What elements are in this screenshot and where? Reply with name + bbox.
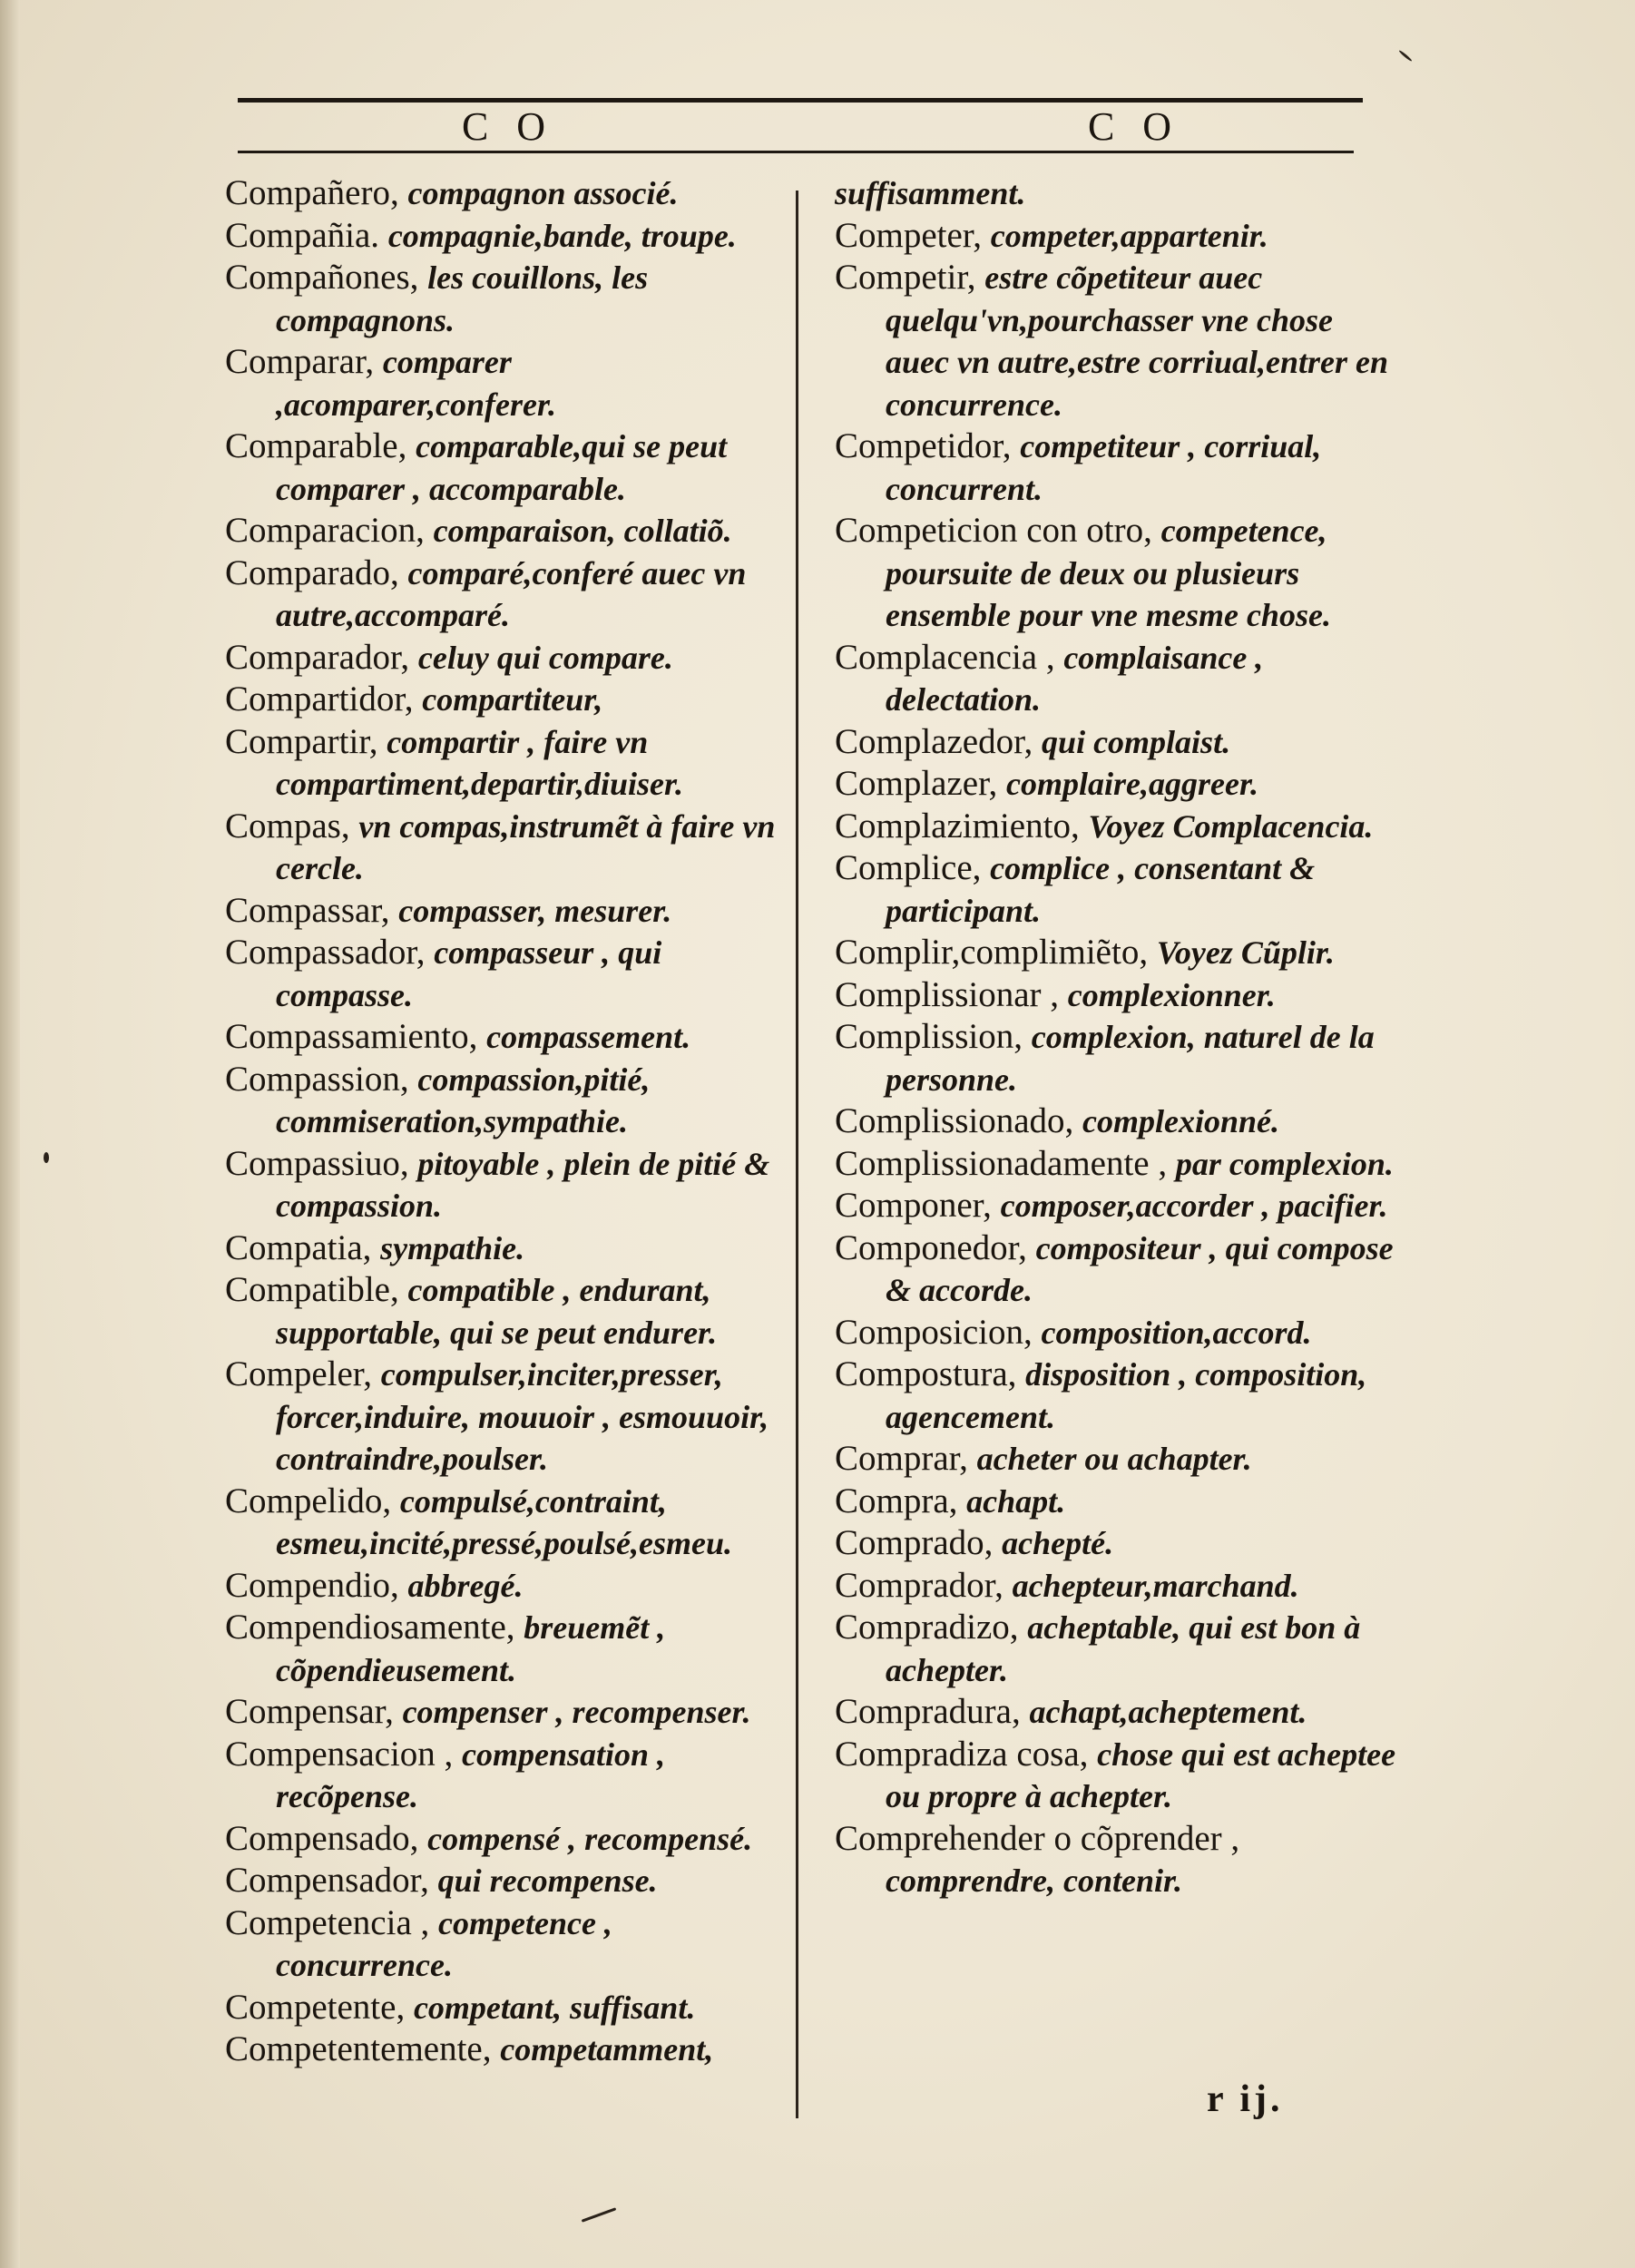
headword: Compelido,: [225, 1481, 392, 1520]
headword: Compassador,: [225, 933, 426, 972]
headword: Competente,: [225, 1987, 406, 2027]
headword: Compassar,: [225, 890, 390, 930]
dictionary-entry: [835, 847, 1397, 932]
definition: complice , consentant & participant.: [886, 850, 1316, 929]
dictionary-entry: [835, 510, 1397, 637]
definition: complexionné.: [1082, 1103, 1280, 1139]
definition: achepté.: [1002, 1525, 1114, 1561]
headword: Complir,complimiẽto,: [835, 933, 1149, 972]
definition: breuemẽt , cõpendieusement.: [276, 1609, 666, 1688]
headword: Compensacion ,: [225, 1734, 454, 1774]
dictionary-entry: [225, 1143, 788, 1227]
headword: Compassamiento,: [225, 1017, 478, 1056]
headword: Compradiza cosa,: [835, 1734, 1089, 1774]
definition: sympathie.: [380, 1229, 525, 1266]
dictionary-entry: [835, 1354, 1397, 1438]
headword: Composicion,: [835, 1312, 1033, 1352]
dictionary-entry: [225, 1734, 788, 1818]
dictionary-entry: [225, 1691, 788, 1734]
headword: Complacencia ,: [835, 637, 1055, 677]
headword: Competicion con otro,: [835, 511, 1152, 550]
definition: chose qui est acheptee ou propre à achepter.: [886, 1735, 1396, 1814]
definition: comparer ,acomparer,conferer.: [276, 344, 556, 423]
headword: Comprehender o cõprender ,: [835, 1818, 1240, 1858]
left-column: [225, 172, 788, 2071]
ink-stroke: [582, 2207, 617, 2223]
headword: Compradura,: [835, 1692, 1021, 1731]
headword: Competentemente,: [225, 2029, 492, 2068]
definition: disposition , composition, agencement.: [886, 1356, 1367, 1435]
definition: qui complaist.: [1042, 723, 1231, 760]
definition: compulsé,contraint, esmeu,incité,pressé,poulsé,esmeu.: [276, 1482, 732, 1561]
definition: abbregé.: [407, 1567, 524, 1604]
dictionary-entry: [225, 1818, 788, 1861]
definition: compasser, mesurer.: [398, 892, 672, 929]
headword: Comprador,: [835, 1565, 1004, 1605]
dictionary-entry: [225, 806, 788, 890]
headword: Compartir,: [225, 721, 378, 761]
definition: compagnie,bande, troupe.: [387, 217, 737, 254]
headword: Compassion,: [225, 1059, 409, 1099]
dictionary-entry: [835, 1227, 1397, 1312]
dictionary-entry: [225, 1860, 788, 1902]
definition: les couillons, les compagnons.: [276, 259, 649, 338]
headword: Compatia,: [225, 1227, 372, 1267]
page-edge-shadow: [0, 0, 20, 2268]
dictionary-entry: [225, 1565, 788, 1608]
dictionary-entry: [835, 1185, 1397, 1227]
definition: competer,appartenir.: [990, 217, 1268, 254]
headword: Comparador,: [225, 637, 410, 677]
dictionary-entry: [225, 552, 788, 637]
definition: competant, suffisant.: [413, 1989, 696, 2026]
dictionary-entry: [835, 1016, 1397, 1100]
headword: Compra,: [835, 1481, 958, 1520]
signature-mark: r ij.: [1207, 2078, 1284, 2120]
definition: par complexion.: [1175, 1145, 1394, 1182]
headword: Competencia ,: [225, 1902, 430, 1942]
definition: celuy qui compare.: [417, 639, 673, 676]
headword: Compas,: [225, 806, 350, 846]
definition: compulser,inciter,presser, forcer,induire, mouuoir , esmouuoir, contraindre,poulser.: [276, 1356, 769, 1477]
ink-mark: [1398, 50, 1413, 63]
dictionary-entry: [835, 932, 1397, 974]
dictionary-entry: [225, 510, 788, 552]
headword: Comprar,: [835, 1439, 968, 1478]
definition: composer,accorder , pacifier.: [1000, 1188, 1388, 1224]
headword: Comparado,: [225, 552, 399, 592]
headword: Comparable,: [225, 426, 407, 465]
dictionary-entry: [835, 974, 1397, 1017]
definition: competence , concurrence.: [276, 1904, 612, 1983]
dictionary-entry: [835, 1522, 1397, 1565]
headword: Compassiuo,: [225, 1143, 409, 1183]
dictionary-entry: [225, 172, 788, 215]
definition: suffisamment.: [835, 175, 1026, 211]
headword: Competir,: [835, 258, 976, 297]
dictionary-entry: [225, 215, 788, 258]
definition: compassement.: [486, 1019, 691, 1055]
dictionary-entry: [835, 425, 1397, 510]
definition: compagnon associé.: [407, 175, 679, 211]
headword: Complissionado,: [835, 1101, 1074, 1140]
headword: Complissionadamente ,: [835, 1143, 1168, 1183]
dictionary-entry: [835, 257, 1397, 425]
dictionary-entry: [835, 1143, 1397, 1186]
dictionary-entry: [225, 679, 788, 721]
headword: Compeler,: [225, 1354, 372, 1393]
definition: complexion, naturel de la personne.: [886, 1019, 1375, 1098]
headword: Compañia.: [225, 215, 380, 255]
headword: Compatible,: [225, 1270, 399, 1309]
dictionary-entry: [835, 763, 1397, 806]
headword: Compañero,: [225, 173, 399, 212]
dictionary-entry: [225, 1227, 788, 1270]
headword: Compradizo,: [835, 1608, 1019, 1647]
definition: achapt.: [966, 1482, 1066, 1520]
definition: comparable,qui se peut comparer , accomparable.: [276, 428, 728, 507]
headword: Complazedor,: [835, 721, 1033, 761]
dictionary-entry: [835, 1312, 1397, 1354]
dictionary-entry: [225, 257, 788, 341]
headword: Comparar,: [225, 342, 375, 381]
definition: achapt,acheptement.: [1029, 1694, 1307, 1730]
definition: compartir , faire vn compartiment,departir,diuiser.: [276, 723, 684, 802]
dictionary-entry: [835, 1818, 1397, 1902]
ink-speck: [44, 1152, 49, 1163]
definition: Voyez Complacencia.: [1088, 807, 1374, 845]
definition: comprendre, contenir.: [886, 1862, 1183, 1899]
dictionary-entry: [225, 2028, 788, 2071]
dictionary-entry: [835, 1734, 1397, 1818]
definition: Voyez Cũplir.: [1156, 934, 1335, 971]
definition: compenser , recompenser.: [402, 1694, 751, 1730]
headword: Compensar,: [225, 1692, 394, 1731]
dictionary-entry: [835, 172, 1397, 215]
dictionary-entry: [835, 1438, 1397, 1481]
definition: compasseur , qui compasse.: [276, 934, 662, 1013]
dictionary-entry: [835, 721, 1397, 764]
headword: Compostura,: [835, 1354, 1017, 1393]
column-divider: [796, 191, 798, 2118]
headword: Complazer,: [835, 764, 998, 803]
definition: acheptable, qui est bon à achepter.: [886, 1609, 1361, 1688]
dictionary-entry: [835, 1607, 1397, 1691]
dictionary-entry: [225, 890, 788, 933]
definition: competence, poursuite de deux ou plusieurs ensemble pour vne mesme chose.: [886, 513, 1331, 633]
dictionary-entry: [835, 1481, 1397, 1523]
definition: competamment,: [500, 2031, 714, 2068]
dictionary-entry: [835, 1100, 1397, 1143]
definition: complaisance , delectation.: [886, 639, 1264, 718]
headword: Componer,: [835, 1186, 992, 1225]
dictionary-entry: [225, 1987, 788, 2029]
dictionary-entry: [225, 932, 788, 1016]
definition: complaire,aggreer.: [1006, 766, 1259, 802]
definition: complexionner.: [1067, 976, 1276, 1013]
header-bottom-rule: [238, 151, 1354, 153]
header-top-rule: [238, 98, 1363, 103]
headword: Complissionar ,: [835, 974, 1060, 1014]
headword: Complission,: [835, 1017, 1023, 1056]
headword: Compañones,: [225, 258, 419, 297]
headword: Compendiosamente,: [225, 1608, 515, 1647]
definition: comparaison, collatiõ.: [433, 513, 732, 549]
definition: pitoyable , plein de pitié & compassion.: [276, 1145, 770, 1224]
headword: Competer,: [835, 215, 982, 255]
right-column: [835, 172, 1397, 1902]
definition: acheter ou achapter.: [976, 1441, 1252, 1477]
dictionary-entry: [835, 1565, 1397, 1608]
dictionary-entry: [225, 721, 788, 806]
definition: comparé,conferé auec vn autre,accomparé.: [276, 554, 747, 633]
headword: Competidor,: [835, 426, 1012, 465]
dictionary-entry: [225, 1607, 788, 1691]
dictionary-entry: [225, 1902, 788, 1987]
headword: Componedor,: [835, 1227, 1027, 1267]
definition: compensation , recõpense.: [276, 1735, 666, 1814]
definition: compositeur , qui compose & accorde.: [886, 1229, 1394, 1308]
definition: compatible , endurant, supportable, qui se peut endurer.: [276, 1272, 718, 1351]
definition: composition,accord.: [1041, 1314, 1312, 1351]
headword: Compensado,: [225, 1818, 419, 1858]
headword: Compendio,: [225, 1565, 399, 1605]
running-head-left: C O: [461, 104, 555, 149]
headword: Complazimiento,: [835, 806, 1080, 846]
definition: vn compas,instrumẽt à faire vn cercle.: [276, 807, 776, 886]
definition: compensé , recompensé.: [427, 1820, 753, 1857]
dictionary-entry: [835, 637, 1397, 721]
headword: Comprado,: [835, 1523, 994, 1562]
dictionary-entry: [225, 1354, 788, 1481]
definition: compartiteur,: [422, 681, 603, 718]
definition: estre cõpetiteur auec quelqu'vn,pourchasser vne chose auec vn autre,estre corriual,entrer en concurrence.: [886, 259, 1388, 423]
headword: Compartidor,: [225, 679, 414, 719]
dictionary-entry: [835, 1691, 1397, 1734]
definition: achepteur,marchand.: [1012, 1567, 1299, 1604]
dictionary-entry: [225, 1481, 788, 1565]
headword: Complice,: [835, 848, 982, 887]
definition: compassion,pitié, commiseration,sympathie.: [276, 1061, 651, 1139]
definition: competiteur , corriual, concurrent.: [886, 428, 1322, 507]
headword: Compensador,: [225, 1861, 429, 1900]
dictionary-entry: [835, 806, 1397, 848]
dictionary-entry: [225, 1269, 788, 1354]
dictionary-entry: [225, 637, 788, 679]
running-head-right: C O: [1087, 104, 1181, 149]
definition: qui recompense.: [437, 1862, 658, 1899]
dictionary-entry: [225, 1059, 788, 1143]
dictionary-entry: [225, 341, 788, 425]
dictionary-entry: [225, 1016, 788, 1059]
dictionary-entry: [225, 425, 788, 510]
dictionary-entry: [835, 215, 1397, 258]
headword: Comparacion,: [225, 511, 425, 550]
